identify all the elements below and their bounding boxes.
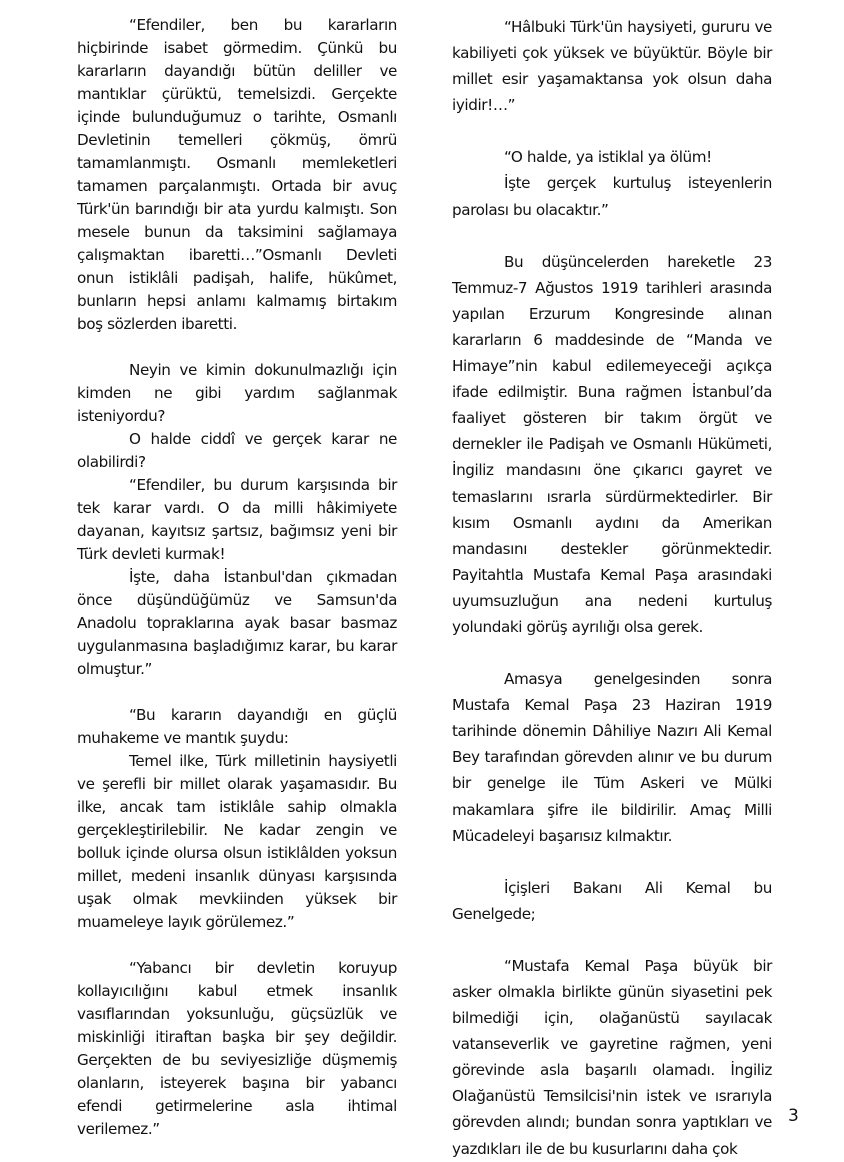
paragraph: “Yabancı bir devletin koruyup kollayıcılığını kabul etmek insanlık vasıflarından yoksunluğu, güçsüzlük ve miskinliği itiraftan başka bir şey değildir. Gerçekten de bu seviyesizliğe düşmemiş olanların, isteyerek başına bir yabancı efendi getirmelerine asla ihtimal verilemez.” <box>77 959 397 1138</box>
paragraph: Temel ilke, Türk milletinin haysiyetli ve şerefli bir millet olarak yaşamasıdır. Bu ilke, ancak tam istiklâle sahip olmakla gerçekleştirilebilir. Ne kadar zengin ve bolluk içinde olursa olsun istiklâlden yoksun millet, medeni insanlık dünyası karşısında uşak olmak mevkiinden yüksek bir muameleye layık görülemez.” <box>77 752 397 931</box>
paragraph: Amasya genelgesinden sonra Mustafa Kemal Paşa 23 Haziran 1919 tarihinde dönemin Dâhiliye Nazırı Ali Kemal Bey tarafından görevden alınır ve bu durum bir genelge ile Tüm Askeri ve Mülki makamlara şifre ile bildirilir. Amaç Milli Mücadeleyi başarısız kılmaktır. <box>452 670 772 845</box>
paragraph: “O halde, ya istiklal ya ölüm! <box>504 148 712 167</box>
right-column <box>452 14 772 1162</box>
left-column <box>77 14 397 1141</box>
paragraph: Bu düşüncelerden hareketle 23 Temmuz-7 Ağustos 1919 tarihleri arasında yapılan Erzurum Kongresinde alınan kararların 6 maddesinde de “Manda ve Himaye”nin kabul edilemeyeceği açıkça ifade edilmiştir. Buna rağmen İstanbul’da faaliyet gösteren bir takım örgüt ve dernekler ile Padişah ve Osmanlı Hükümeti, İngiliz mandasını öne çıkarıcı gayret ve temaslarını ısrarla sürdürmektedirler. Bir kısım Osmanlı aydını da Amerikan mandasını destekler görünmektedir. Payitahtla Mustafa Kemal Paşa arasındaki uyumsuzluğun ana nedeni kurtuluş yolundaki görüş ayrılığı olsa gerek. <box>452 252 772 636</box>
page-number: 3 <box>788 1106 799 1126</box>
paragraph: “Bu kararın dayandığı en güçlü muhakeme ve mantık şuydu: <box>77 706 397 747</box>
paragraph: “Efendiler, ben bu kararların hiçbirinde isabet görmedim. Çünkü bu kararların dayandığı bütün deliller ve mantıklar çürüktü, temelsizdi. Gerçekte içinde bulunduğumuz o tarihte, Osmanlı Devletinin temelleri çökmüş, ömrü tamamlanmıştı. Osmanlı memleketleri tamamen parçalanmıştı. Ortada bir avuç Türk'ün barındığı bir ata yurdu kalmıştı. Son mesele bunun da taksimini sağlamaya çalışmaktan ibaretti…”Osmanlı Devleti onun istiklâli padişah, halife, hükûmet, bunların hepsi anlamı kalmamış birtakım boş sözlerden ibaretti. <box>77 16 397 333</box>
paragraph: İşte, daha İstanbul'dan çıkmadan önce düşündüğümüz ve Samsun'da Anadolu topraklarına ayak basar basmaz uygulanmasına başladığımız karar, bu karar olmuştur.” <box>77 568 397 678</box>
paragraph: Neyin ve kimin dokunulmazlığı için kimden ne gibi yardım sağlanmak isteniyordu? <box>77 361 397 425</box>
paragraph: “Hâlbuki Türk'ün haysiyeti, gururu ve kabiliyeti çok yüksek ve büyüktür. Böyle bir millet esir yaşamaktansa yok olsun daha iyidir!…” <box>452 18 772 115</box>
paragraph: O halde ciddî ve gerçek karar ne olabilirdi? <box>77 430 397 471</box>
paragraph: İçişleri Bakanı Ali Kemal bu Genelgede; <box>452 878 772 923</box>
paragraph: İşte gerçek kurtuluş isteyenlerin parolası bu olacaktır.” <box>452 174 772 219</box>
paragraph: “Mustafa Kemal Paşa büyük bir asker olmakla birlikte günün siyasetini pek bilmediği için, olağanüstü sayılacak vatanseverlik ve gayretine rağmen, yeni görevinde asla başarılı olamadı. İngiliz Olağanüstü Temsilcisi'nin istek ve ısrarıyla görevden alındı; bundan sonra yaptıkları ve yazdıkları ile de bu kusurlarını daha çok <box>452 956 772 1158</box>
paragraph: “Efendiler, bu durum karşısında bir tek karar vardı. O da milli hâkimiyete dayanan, kayıtsız şartsız, bağımsız yeni bir Türk devleti kurmak! <box>77 476 397 563</box>
